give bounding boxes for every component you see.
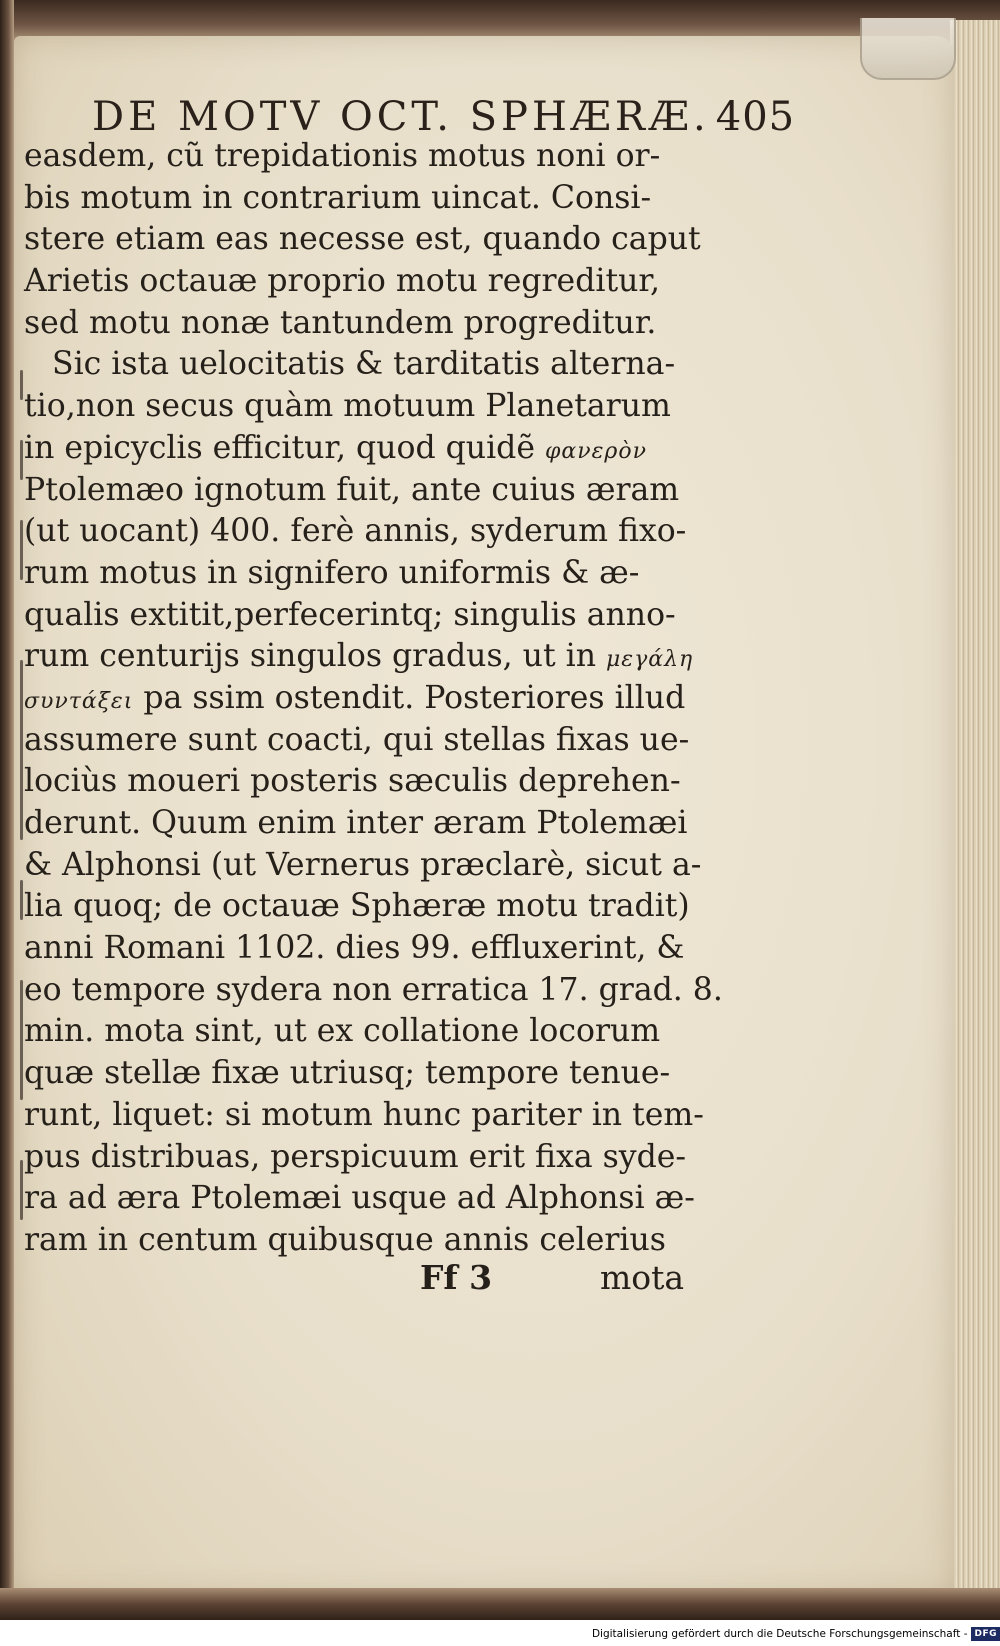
page-edges <box>950 20 1000 1610</box>
body-text <box>24 136 723 1262</box>
running-header <box>92 94 796 140</box>
text-line: (ut uocant) 400. ferè annis, syderum fixo- <box>24 513 687 550</box>
running-title: DE MOTV OCT. SPHÆRÆ. <box>92 94 710 140</box>
text-line: stere etiam eas necesse est, quando caput <box>24 221 701 258</box>
text-segment: in epicyclis efficitur, quod quidẽ <box>24 429 535 466</box>
page-clip <box>860 18 956 80</box>
text-line: Arietis octauæ proprio motu regreditur, <box>24 263 660 300</box>
text-line: & Alphonsi (ut Vernerus præclarè, sicut a- <box>24 846 702 883</box>
text-line: min. mota sint, ut ex collatione locorum <box>24 1013 661 1050</box>
text-line: ra ad æra Ptolemæi usque ad Alphonsi æ- <box>24 1180 695 1217</box>
page-number: 405 <box>715 94 796 140</box>
catchword: mota <box>600 1258 685 1297</box>
text-line: derunt. Quum enim inter æram Ptolemæi <box>24 805 688 841</box>
text-line: lia quoq; de octauæ Sphæræ motu tradit) <box>24 888 690 925</box>
text-line: rum motus in signifero uniformis & æ- <box>24 554 640 591</box>
text-line: lociùs moueri posteris sæculis deprehen- <box>24 763 681 800</box>
text-line <box>24 428 714 470</box>
text-line: quæ stellæ fixæ utriusq; tempore tenue- <box>24 1055 671 1092</box>
greek-word: φανερὸν <box>544 438 647 464</box>
page-footer <box>400 1258 700 1302</box>
text-line: sed motu nonæ tantundem progreditur. <box>24 304 657 341</box>
text-line: ram in centum quibusque annis celerius <box>24 1221 666 1258</box>
text-segment: pa ssim ostendit. Posteriores illud <box>143 679 686 716</box>
signature-mark: Ff 3 <box>420 1258 493 1297</box>
text-line: eo tempore sydera non erratica 17. grad. 8. <box>24 971 723 1008</box>
text-line: qualis extitit,perfecerintq; singulis anno- <box>24 596 676 633</box>
text-line: pus distribuas, perspicuum erit fixa syde- <box>24 1138 687 1175</box>
dfg-logo: DFG <box>971 1627 1000 1641</box>
greek-word: μεγάλη <box>606 647 694 673</box>
digitization-credit <box>560 1622 1000 1646</box>
credit-text: Digitalisierung gefördert durch die Deutsche Forschungsgemeinschaft - <box>591 1628 968 1640</box>
text-line: anni Romani 1102. dies 99. effluxerint, & <box>24 930 685 967</box>
text-line: bis motum in contrarium uincat. Consi- <box>24 179 652 216</box>
text-line: runt, liquet: si motum hunc pariter in tem- <box>24 1096 704 1133</box>
text-line: easdem, cũ trepidationis motus noni or- <box>24 138 661 174</box>
text-line <box>24 678 714 720</box>
text-line: assumere sunt coacti, qui stellas fixas ue- <box>24 721 690 758</box>
text-segment: rum centurijs singulos gradus, ut in <box>24 638 596 675</box>
text-line: tio,non secus quàm motuum Planetarum <box>24 388 671 425</box>
greek-word: συντάξει <box>24 688 134 714</box>
text-line: Sic ista uelocitatis & tarditatis alterna- <box>52 346 676 383</box>
text-line <box>24 636 714 678</box>
binding-left-edge <box>0 0 14 1620</box>
binding-bottom-edge <box>0 1588 1000 1620</box>
text-line: Ptolemæo ignotum fuit, ante cuius æram <box>24 471 680 508</box>
